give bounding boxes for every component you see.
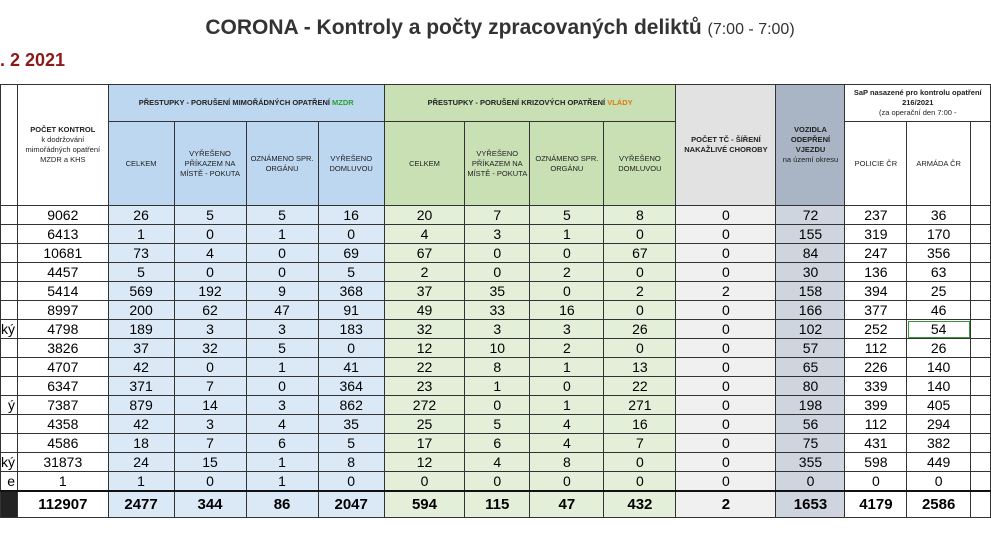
table-cell: 140 <box>907 358 971 377</box>
table-cell: 2 <box>530 263 604 282</box>
table-cell: 0 <box>318 339 384 358</box>
table-cell-extra <box>971 320 991 339</box>
table-cell: 1 <box>246 358 318 377</box>
table-cell: 8997 <box>18 301 109 320</box>
table-cell-extra <box>971 206 991 225</box>
table-cell: 371 <box>108 377 174 396</box>
table-cell: 237 <box>845 206 907 225</box>
total-cell-extra <box>971 491 991 518</box>
table-cell: 6413 <box>18 225 109 244</box>
table-cell: 67 <box>384 244 464 263</box>
table-cell: 0 <box>384 472 464 492</box>
table-cell: 5 <box>174 206 246 225</box>
table-cell-extra <box>971 453 991 472</box>
table-cell: 0 <box>246 263 318 282</box>
table-cell: 15 <box>174 453 246 472</box>
table-cell: 0 <box>318 225 384 244</box>
table-cell: 2 <box>604 282 676 301</box>
table-cell: 1 <box>246 453 318 472</box>
header-mzdr-celkem: CELKEM <box>108 122 174 206</box>
table-cell-extra <box>971 301 991 320</box>
table-cell: 26 <box>604 320 676 339</box>
table-cell: 41 <box>318 358 384 377</box>
table-cell: 54 <box>907 320 971 339</box>
row-label <box>1 244 18 263</box>
table-cell: 30 <box>776 263 845 282</box>
table-cell: 10 <box>465 339 530 358</box>
table-row <box>1 415 991 434</box>
table-row <box>1 377 991 396</box>
header-kriz-celkem: CELKEM <box>384 122 464 206</box>
table-cell: 26 <box>108 206 174 225</box>
table-cell: 80 <box>776 377 845 396</box>
row-label <box>1 301 18 320</box>
table-cell: 57 <box>776 339 845 358</box>
header-pocet-tc: POČET TČ - ŠÍŘENÍ NAKAŽLIVÉ CHOROBY <box>676 85 776 206</box>
table-cell: 12 <box>384 453 464 472</box>
table-cell: 2 <box>676 282 776 301</box>
report-date: . 2 2021 <box>0 50 66 70</box>
table-cell: 3 <box>246 396 318 415</box>
header-policie: POLICIE ČR <box>845 122 907 206</box>
table-cell: 4 <box>530 434 604 453</box>
table-cell: 25 <box>907 282 971 301</box>
totals-row <box>1 491 991 518</box>
statistics-table <box>0 84 991 518</box>
table-cell: 3 <box>246 320 318 339</box>
table-cell: 7387 <box>18 396 109 415</box>
table-cell: 17 <box>384 434 464 453</box>
table-cell: 14 <box>174 396 246 415</box>
table-cell: 0 <box>530 377 604 396</box>
table-cell: 879 <box>108 396 174 415</box>
table-cell-extra <box>971 377 991 396</box>
table-cell: 0 <box>174 263 246 282</box>
table-cell: 0 <box>465 396 530 415</box>
total-cell: 1653 <box>776 491 845 518</box>
table-cell: 0 <box>318 472 384 492</box>
table-cell: 271 <box>604 396 676 415</box>
table-cell: 3 <box>465 320 530 339</box>
row-label <box>1 415 18 434</box>
table-cell: 170 <box>907 225 971 244</box>
table-cell: 272 <box>384 396 464 415</box>
table-cell: 20 <box>384 206 464 225</box>
table-cell: 4586 <box>18 434 109 453</box>
table-cell: 0 <box>676 206 776 225</box>
table-row <box>1 358 991 377</box>
table-cell: 4 <box>465 453 530 472</box>
label-header <box>1 85 18 206</box>
table-cell-extra <box>971 244 991 263</box>
table-cell: 4 <box>530 415 604 434</box>
table-cell: 183 <box>318 320 384 339</box>
table-row <box>1 396 991 415</box>
header-mzdr-vyreseno-prikazem: VYŘEŠENO PŘÍKAZEM NA MÍSTĚ - POKUTA <box>174 122 246 206</box>
table-cell: 4358 <box>18 415 109 434</box>
table-cell: 0 <box>676 472 776 492</box>
total-cell: 47 <box>530 491 604 518</box>
header-vozidla <box>776 85 845 206</box>
table-cell: 0 <box>465 263 530 282</box>
table-cell: 5 <box>465 415 530 434</box>
table-cell: 4 <box>384 225 464 244</box>
header-sap <box>845 85 991 122</box>
table-cell: 1 <box>530 358 604 377</box>
table-cell: 7 <box>604 434 676 453</box>
table-cell: 0 <box>246 244 318 263</box>
table-cell-extra <box>971 472 991 492</box>
table-cell: 8 <box>318 453 384 472</box>
total-cell: 112907 <box>18 491 109 518</box>
table-cell: 16 <box>604 415 676 434</box>
table-cell: 6 <box>246 434 318 453</box>
table-cell: 37 <box>108 339 174 358</box>
table-row <box>1 434 991 453</box>
table-cell: 112 <box>845 415 907 434</box>
row-label <box>1 282 18 301</box>
header-pocet-kontrol-sub: k dodržování mimořádných opatření MZDR a KHS <box>25 135 101 164</box>
total-cell: 4179 <box>845 491 907 518</box>
title-time: (7:00 - 7:00) <box>707 21 795 38</box>
header-kriz-vyreseno-prikazem: VYŘEŠENO PŘÍKAZEM NA MÍSTĚ - POKUTA <box>465 122 530 206</box>
header-mzdr-suffix: MZDR <box>332 98 354 107</box>
table-cell: 10681 <box>18 244 109 263</box>
table-cell: 35 <box>318 415 384 434</box>
row-label: e <box>1 472 18 492</box>
row-label <box>1 434 18 453</box>
table-cell: 3826 <box>18 339 109 358</box>
table-cell: 102 <box>776 320 845 339</box>
table-cell: 84 <box>776 244 845 263</box>
row-label: ký <box>1 320 18 339</box>
header-krizove-suffix: VLÁDY <box>607 98 633 107</box>
table-row <box>1 206 991 225</box>
table-cell: 0 <box>676 358 776 377</box>
table-cell: 7 <box>174 377 246 396</box>
table-cell: 1 <box>465 377 530 396</box>
table-cell: 399 <box>845 396 907 415</box>
table-cell: 5 <box>318 434 384 453</box>
table-cell: 368 <box>318 282 384 301</box>
totals-label <box>1 491 18 518</box>
row-label: ký <box>1 453 18 472</box>
table-cell: 65 <box>776 358 845 377</box>
table-cell: 26 <box>907 339 971 358</box>
table-cell: 252 <box>845 320 907 339</box>
header-pocet-kontrol-title: POČET KONTROL <box>30 125 96 134</box>
table-cell: 189 <box>108 320 174 339</box>
table-cell: 13 <box>604 358 676 377</box>
table-cell: 355 <box>776 453 845 472</box>
row-label <box>1 206 18 225</box>
table-cell: 42 <box>108 415 174 434</box>
table-cell: 12 <box>384 339 464 358</box>
table-cell-extra <box>971 339 991 358</box>
header-sap-number: 216/2021 <box>902 98 934 107</box>
table-cell: 6347 <box>18 377 109 396</box>
table-cell: 5 <box>246 206 318 225</box>
table-cell-extra <box>971 396 991 415</box>
table-cell: 1 <box>108 472 174 492</box>
table-cell: 0 <box>604 453 676 472</box>
total-cell: 344 <box>174 491 246 518</box>
table-cell: 0 <box>676 225 776 244</box>
table-cell: 569 <box>108 282 174 301</box>
table-cell-extra <box>971 415 991 434</box>
header-mzdr-prefix: PŘESTUPKY - PORUŠENÍ MIMOŘÁDNÝCH OPATŘENÍ <box>138 98 330 107</box>
table-cell: 136 <box>845 263 907 282</box>
table-cell: 62 <box>174 301 246 320</box>
table-cell: 1 <box>246 472 318 492</box>
table-cell: 0 <box>845 472 907 492</box>
page-title <box>0 16 991 40</box>
table-cell: 155 <box>776 225 845 244</box>
table-body <box>1 206 991 492</box>
table-cell: 598 <box>845 453 907 472</box>
header-mzdr-group <box>108 85 384 122</box>
table-cell: 0 <box>246 377 318 396</box>
table-row <box>1 472 991 492</box>
table-cell: 5 <box>318 263 384 282</box>
table-cell: 8 <box>530 453 604 472</box>
table-cell: 49 <box>384 301 464 320</box>
table-cell: 0 <box>604 339 676 358</box>
table-cell: 9062 <box>18 206 109 225</box>
table-cell: 140 <box>907 377 971 396</box>
table-row <box>1 225 991 244</box>
table-cell: 0 <box>676 320 776 339</box>
table-row <box>1 244 991 263</box>
table-cell: 449 <box>907 453 971 472</box>
table-cell: 25 <box>384 415 464 434</box>
table-cell: 9 <box>246 282 318 301</box>
table-cell: 4 <box>174 244 246 263</box>
table-cell: 8 <box>604 206 676 225</box>
table-cell: 4798 <box>18 320 109 339</box>
table-cell: 1 <box>246 225 318 244</box>
row-label <box>1 263 18 282</box>
table-cell: 0 <box>604 472 676 492</box>
table-cell: 5 <box>530 206 604 225</box>
table-cell: 8 <box>465 358 530 377</box>
table-row <box>1 282 991 301</box>
table-cell: 5414 <box>18 282 109 301</box>
table-cell: 69 <box>318 244 384 263</box>
table-cell: 356 <box>907 244 971 263</box>
table-cell: 364 <box>318 377 384 396</box>
table-cell: 5 <box>108 263 174 282</box>
table-row <box>1 301 991 320</box>
table-row <box>1 339 991 358</box>
table-cell: 31873 <box>18 453 109 472</box>
table-cell: 36 <box>907 206 971 225</box>
table-cell: 42 <box>108 358 174 377</box>
row-label <box>1 358 18 377</box>
header-extra <box>971 122 991 206</box>
total-cell: 2477 <box>108 491 174 518</box>
header-kriz-domluvou: VYŘEŠENO DOMLUVOU <box>604 122 676 206</box>
table-cell: 339 <box>845 377 907 396</box>
header-armada: ARMÁDA ČR <box>907 122 971 206</box>
table-cell: 32 <box>384 320 464 339</box>
table-cell: 4707 <box>18 358 109 377</box>
table-cell: 382 <box>907 434 971 453</box>
table-cell: 1 <box>530 225 604 244</box>
header-mzdr-oznameno: OZNÁMENO SPR. ORGÁNU <box>246 122 318 206</box>
table-cell: 33 <box>465 301 530 320</box>
table-cell: 0 <box>676 396 776 415</box>
table-cell: 46 <box>907 301 971 320</box>
table-cell: 200 <box>108 301 174 320</box>
table-cell: 0 <box>174 472 246 492</box>
total-cell: 115 <box>465 491 530 518</box>
row-label: ý <box>1 396 18 415</box>
table-cell: 247 <box>845 244 907 263</box>
table-cell: 319 <box>845 225 907 244</box>
table-cell: 0 <box>465 472 530 492</box>
table-cell: 2 <box>530 339 604 358</box>
table-cell: 3 <box>530 320 604 339</box>
table-cell: 16 <box>530 301 604 320</box>
table-cell: 0 <box>604 301 676 320</box>
row-label <box>1 225 18 244</box>
table-cell: 2 <box>384 263 464 282</box>
table-cell: 56 <box>776 415 845 434</box>
table-cell: 192 <box>174 282 246 301</box>
table-cell: 0 <box>530 282 604 301</box>
table-cell: 32 <box>174 339 246 358</box>
header-krizove-prefix: PŘESTUPKY - PORUŠENÍ KRIZOVÝCH OPATŘENÍ <box>427 98 606 107</box>
table-cell: 0 <box>465 244 530 263</box>
table-cell: 16 <box>318 206 384 225</box>
table-cell: 405 <box>907 396 971 415</box>
table-cell: 294 <box>907 415 971 434</box>
table-cell-extra <box>971 225 991 244</box>
table-cell: 37 <box>384 282 464 301</box>
table-cell: 7 <box>174 434 246 453</box>
table-cell: 3 <box>174 320 246 339</box>
table-row <box>1 453 991 472</box>
header-vozidla-title: VOZIDLA ODEPŘENÍ VJEZDU <box>790 125 831 154</box>
table-cell: 22 <box>384 358 464 377</box>
row-label <box>1 339 18 358</box>
table-cell: 0 <box>676 377 776 396</box>
header-kriz-oznameno: OZNÁMENO SPR. ORGÁNU <box>530 122 604 206</box>
table-cell: 226 <box>845 358 907 377</box>
total-cell: 594 <box>384 491 464 518</box>
total-cell: 2 <box>676 491 776 518</box>
table-row <box>1 263 991 282</box>
table-cell: 3 <box>174 415 246 434</box>
table-cell: 0 <box>907 472 971 492</box>
table-cell: 0 <box>676 244 776 263</box>
header-pocet-kontrol <box>18 85 109 206</box>
table-cell-extra <box>971 434 991 453</box>
header-sap-period: (za operační den 7:00 - <box>878 108 957 117</box>
table-cell: 0 <box>604 225 676 244</box>
table-cell-extra <box>971 358 991 377</box>
table-cell: 22 <box>604 377 676 396</box>
row-label <box>1 377 18 396</box>
table-cell: 72 <box>776 206 845 225</box>
table-cell: 5 <box>246 339 318 358</box>
table-cell: 0 <box>676 415 776 434</box>
table-cell: 0 <box>676 263 776 282</box>
header-krizove-group <box>384 85 676 122</box>
table-cell: 431 <box>845 434 907 453</box>
table-cell: 7 <box>465 206 530 225</box>
table-cell: 166 <box>776 301 845 320</box>
table-cell: 24 <box>108 453 174 472</box>
table-cell-extra <box>971 282 991 301</box>
table-cell: 862 <box>318 396 384 415</box>
table-cell: 0 <box>676 434 776 453</box>
table-cell: 0 <box>776 472 845 492</box>
table-cell: 23 <box>384 377 464 396</box>
table-row <box>1 320 991 339</box>
table-cell: 0 <box>174 225 246 244</box>
table-cell: 0 <box>174 358 246 377</box>
table-cell: 0 <box>530 472 604 492</box>
total-cell: 432 <box>604 491 676 518</box>
table-cell: 158 <box>776 282 845 301</box>
table-cell: 0 <box>676 339 776 358</box>
table-cell: 4457 <box>18 263 109 282</box>
total-cell: 2047 <box>318 491 384 518</box>
total-cell: 2586 <box>907 491 971 518</box>
table-cell: 0 <box>676 301 776 320</box>
header-sap-title: SaP nasazené pro kontrolu opatření <box>853 88 982 97</box>
table-cell: 91 <box>318 301 384 320</box>
table-cell: 73 <box>108 244 174 263</box>
table-cell: 75 <box>776 434 845 453</box>
table-cell: 394 <box>845 282 907 301</box>
table-cell-extra <box>971 263 991 282</box>
table-cell: 1 <box>108 225 174 244</box>
table-cell: 1 <box>530 396 604 415</box>
table-cell: 3 <box>465 225 530 244</box>
table-cell: 67 <box>604 244 676 263</box>
table-cell: 6 <box>465 434 530 453</box>
table-cell: 18 <box>108 434 174 453</box>
table-cell: 377 <box>845 301 907 320</box>
table-cell: 1 <box>18 472 109 492</box>
table-cell: 35 <box>465 282 530 301</box>
title-main: CORONA - Kontroly a počty zpracovaných deliktů <box>205 16 702 39</box>
table-cell: 47 <box>246 301 318 320</box>
header-vozidla-sub: na území okresu <box>782 155 839 164</box>
table-cell: 0 <box>676 453 776 472</box>
table-cell: 112 <box>845 339 907 358</box>
total-cell: 86 <box>246 491 318 518</box>
table-cell: 0 <box>604 263 676 282</box>
table-cell: 4 <box>246 415 318 434</box>
table-cell: 63 <box>907 263 971 282</box>
table-cell: 0 <box>530 244 604 263</box>
header-mzdr-domluvou: VYŘEŠENO DOMLUVOU <box>318 122 384 206</box>
table-cell: 198 <box>776 396 845 415</box>
